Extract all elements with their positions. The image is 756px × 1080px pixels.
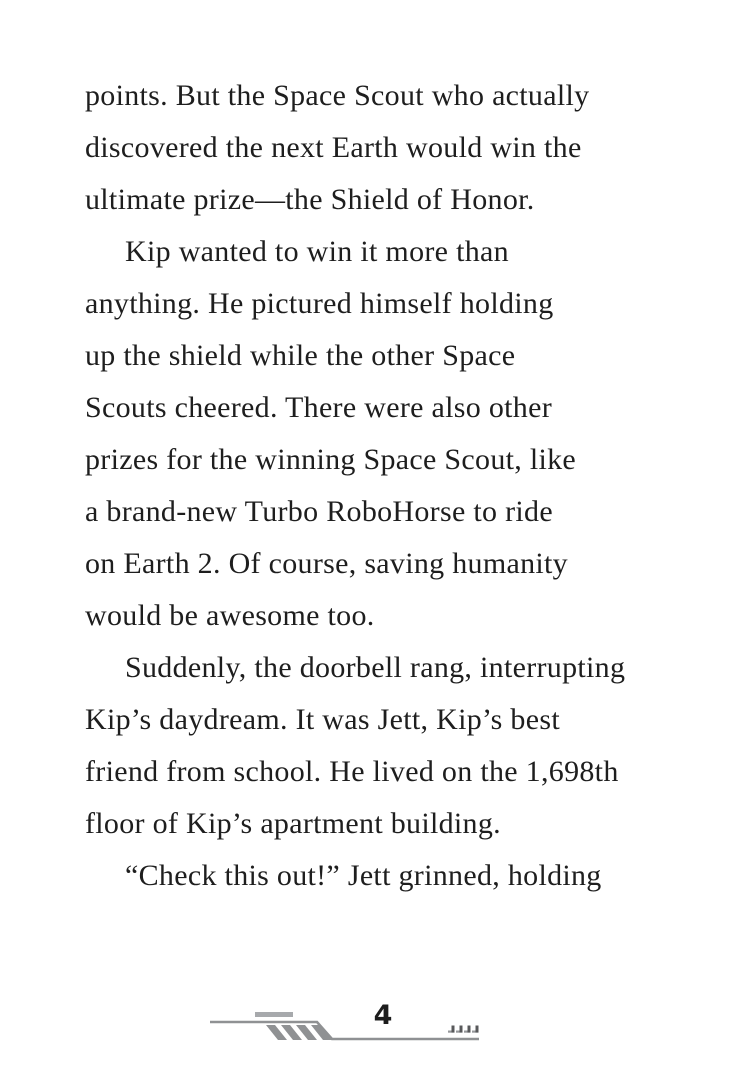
text-line: prizes for the winning Space Scout, like bbox=[85, 443, 577, 476]
footer-rule-ornament bbox=[200, 1000, 490, 1045]
text-line: floor of Kip’s apartment building. bbox=[85, 807, 501, 840]
text-line: Suddenly, the doorbell rang, interrupting bbox=[125, 651, 626, 684]
text-line: “Check this out!” Jett grinned, holding bbox=[125, 859, 602, 892]
text-line: on Earth 2. Of course, saving humanity bbox=[85, 547, 568, 580]
text-line: ultimate prize—the Shield of Honor. bbox=[85, 183, 535, 216]
ornament-top-bar bbox=[255, 1012, 293, 1017]
ornament-rule-line bbox=[210, 1022, 479, 1039]
text-line: would be awesome too. bbox=[85, 599, 375, 632]
text-line: a brand-new Turbo RoboHorse to ride bbox=[85, 495, 553, 528]
text-line: up the shield while the other Space bbox=[85, 339, 516, 372]
page-text bbox=[85, 70, 685, 902]
text-line: anything. He pictured himself holding bbox=[85, 287, 554, 320]
page-footer bbox=[0, 1000, 756, 1046]
ornament-tick-marks bbox=[448, 1026, 479, 1033]
page-number: 4 bbox=[373, 1000, 393, 1031]
text-line: Kip wanted to win it more than bbox=[125, 235, 509, 268]
text-line: Kip’s daydream. It was Jett, Kip’s best bbox=[85, 703, 560, 736]
text-line: discovered the next Earth would win the bbox=[85, 131, 582, 164]
text-line: points. But the Space Scout who actually bbox=[85, 79, 590, 112]
text-line: friend from school. He lived on the 1,698th bbox=[85, 755, 619, 788]
text-line: Scouts cheered. There were also other bbox=[85, 391, 553, 424]
